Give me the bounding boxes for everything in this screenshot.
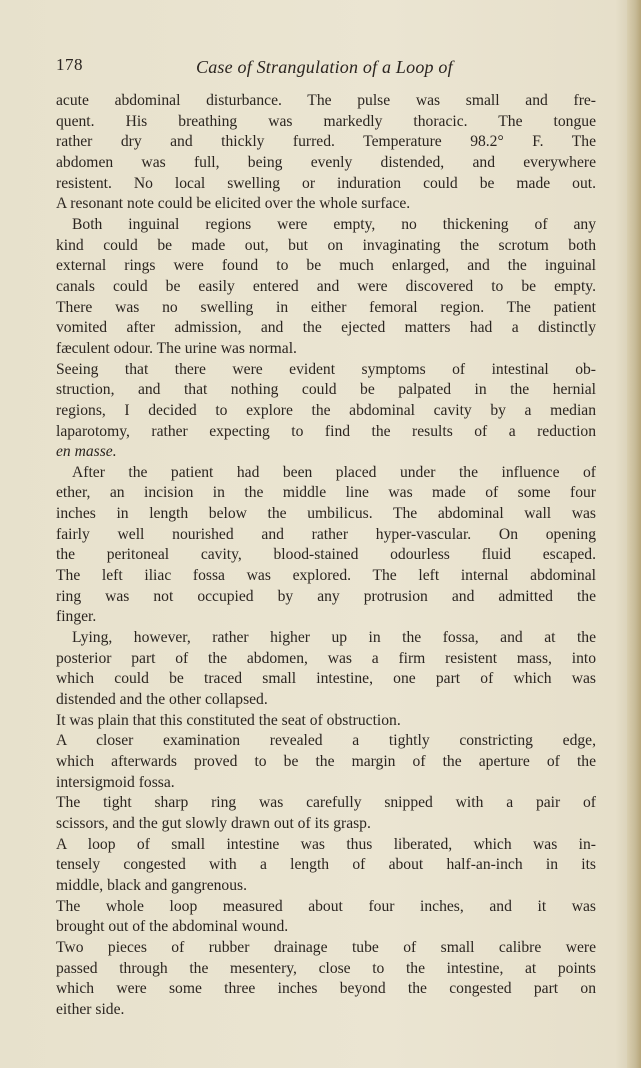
text-line: ring was not occupied by any protrusion and admitted the [56, 587, 596, 605]
text-line: tensely congested with a length of about half-an-inch in its [56, 856, 596, 874]
text-line: passed through the mesentery, close to the intestine, at points [56, 959, 596, 977]
text-line: either side. [56, 1000, 125, 1018]
text-line: It was plain that this constituted the seat of obstruction. [56, 711, 401, 729]
text-line: inches in length below the umbilicus. The abdominal wall was [56, 505, 596, 523]
text-line: ether, an incision in the middle line was made of some four [56, 484, 596, 502]
page-number: 178 [56, 55, 83, 74]
text-line: which could be traced small intestine, one part of which was [56, 670, 596, 688]
text-line: A loop of small intestine was thus liberated, which was in- [56, 835, 596, 853]
text-line: quent. His breathing was markedly thoracic. The tongue [56, 112, 596, 130]
text-line: the peritoneal cavity, blood-stained odourless fluid escaped. [56, 546, 596, 564]
text-line: resistent. No local swelling or induration could be made out. [56, 174, 596, 192]
text-line: rather dry and thickly furred. Temperature 98.2° F. The [56, 133, 596, 151]
text-line: which were some three inches beyond the congested part on [56, 980, 596, 998]
text-line: struction, and that nothing could be palpated in the hernial [56, 381, 596, 399]
text-line: scissors, and the gut slowly drawn out of its grasp. [56, 814, 371, 832]
text-line: Two pieces of rubber drainage tube of small calibre were [56, 938, 596, 956]
text-line: which afterwards proved to be the margin of the aperture of the [56, 753, 596, 770]
text-line: The whole loop measured about four inches, and it was [56, 897, 596, 915]
text-line: There was no swelling in either femoral region. The patient [56, 298, 596, 316]
text-line: finger. [56, 608, 97, 626]
text-line: Both inguinal regions were empty, no thickening of any [72, 215, 596, 233]
text-line: acute abdominal disturbance. The pulse was small and fre- [56, 92, 596, 109]
text-line: Seeing that there were evident symptoms of intestinal ob- [56, 360, 596, 378]
text-line: The left iliac fossa was explored. The left internal abdominal [56, 567, 596, 585]
text-line: abdomen was full, being evenly distended, and everywhere [56, 153, 596, 171]
text-line: middle, black and gangrenous. [56, 876, 247, 894]
page-header [0, 55, 641, 85]
text-line: regions, I decided to explore the abdominal cavity by a median [56, 401, 596, 419]
text-line: A resonant note could be elicited over the whole surface. [56, 195, 411, 213]
text-line: vomited after admission, and the ejected matters had a distinctly [56, 319, 596, 337]
text-line: A closer examination revealed a tightly constricting edge, [56, 732, 596, 750]
text-line: posterior part of the abdomen, was a firm resistent mass, into [56, 649, 596, 667]
text-line: Lying, however, rather higher up in the fossa, and at the [72, 629, 596, 647]
page-edge [627, 0, 641, 1068]
text-line: laparotomy, rather expecting to find the results of a reduction [56, 422, 596, 440]
text-line: brought out of the abdominal wound. [56, 918, 289, 936]
text-line: distended and the other collapsed. [56, 691, 268, 709]
text-line: After the patient had been placed under the influence of [72, 463, 596, 481]
text-line: The tight sharp ring was carefully snipped with a pair of [56, 794, 596, 812]
body-text [56, 91, 596, 1021]
text-line: fæculent odour. The urine was normal. [56, 339, 297, 357]
text-line: external rings were found to be much enlarged, and the inguinal [56, 257, 596, 275]
text-line: en masse. [56, 443, 117, 461]
text-line: fairly well nourished and rather hyper-vascular. On opening [56, 525, 596, 543]
text-line: intersigmoid fossa. [56, 773, 175, 791]
running-title: Case of Strangulation of a Loop of [196, 57, 453, 77]
text-line: canals could be easily entered and were discovered to be empty. [56, 277, 596, 295]
text-line: kind could be made out, but on invaginating the scrotum both [56, 236, 596, 254]
